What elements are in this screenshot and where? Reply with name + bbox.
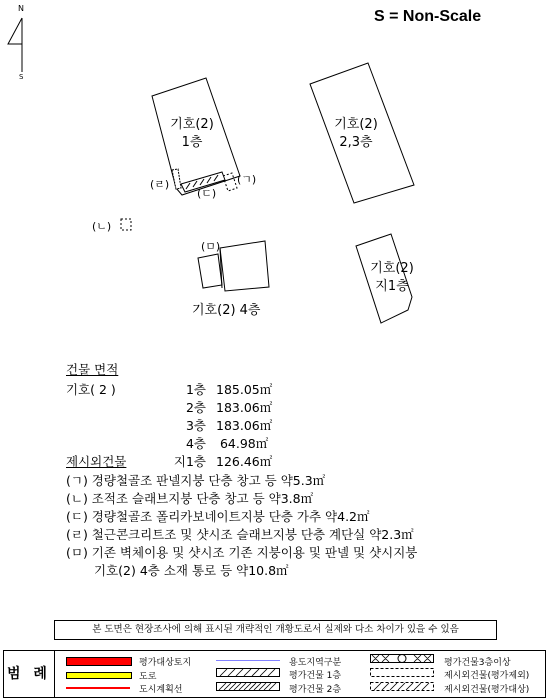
- area-floor: 3층: [185, 418, 206, 433]
- building-2-3f-name: 기호(2): [334, 117, 378, 132]
- building-2-3f-label: [328, 116, 384, 152]
- area-value: 126.46㎡: [216, 454, 273, 469]
- area-floor: 지1층: [173, 454, 206, 469]
- legend-city-plan-line: 도시계획선: [139, 685, 183, 695]
- mark-ga: (ㄱ): [237, 173, 257, 186]
- area-value: 183.06㎡: [216, 400, 273, 415]
- building-b1-label: [366, 260, 418, 296]
- legend-excl-not-eval: 제시외건물(평가제외): [444, 671, 530, 681]
- area-heading: 건물 면적: [66, 362, 119, 377]
- excluded-item: (ㄱ) 경량철골조 판넬지붕 단층 창고 등 약5.3㎡: [66, 473, 326, 488]
- area-floor: 4층: [185, 436, 206, 451]
- site-plan-drawing: [0, 0, 548, 340]
- notice-box: 본 도면은 현장조사에 의해 표시된 개략적인 개황도로서 실제와 다소 차이가 있을 수 있음: [54, 620, 497, 640]
- excluded-heading: 제시외건물: [66, 454, 127, 469]
- road-swatch: [66, 672, 132, 679]
- annex-na: [121, 219, 131, 230]
- area-value: 185.05㎡: [216, 382, 273, 397]
- building-4f-label: 기호(2) 4층: [192, 303, 261, 318]
- area-floor: 1층: [185, 382, 206, 397]
- scale-title: S = Non-Scale: [374, 8, 482, 25]
- legend-box: [3, 650, 546, 698]
- excluded-item: (ㄷ) 경량철골조 폴리카보네이트지붕 단층 가추 약4.2㎡: [66, 509, 370, 524]
- legend-floor2: 평가건물 2층: [289, 685, 342, 695]
- legend-road: 도로: [139, 672, 157, 682]
- area-row: [66, 416, 273, 434]
- floor1-swatch: [216, 668, 280, 677]
- mark-da: (ㄷ): [197, 187, 217, 200]
- excluded-item: (ㄹ) 철근콘크리트조 및 샷시조 슬래브지붕 단층 계단실 약2.3㎡: [66, 527, 414, 542]
- building-1f-label: [168, 116, 216, 152]
- building-4f: [220, 241, 269, 291]
- city-plan-line-swatch: [66, 687, 130, 689]
- compass-north-label: N: [18, 4, 24, 13]
- building-b1-floor: 지1층: [375, 279, 409, 294]
- excluded-item: (ㅁ) 기존 벽체이용 및 샷시조 기존 지붕이용 및 판넬 및 샷시지붕: [66, 545, 418, 560]
- excluded-item: (ㄴ) 조적조 슬래브지붕 단층 창고 등 약3.8㎡: [66, 491, 314, 506]
- area-lead: 기호( 2 ): [66, 382, 116, 397]
- legend-title: 범 례: [4, 651, 55, 697]
- area-floor: 2층: [185, 400, 206, 415]
- mark-na: (ㄴ): [92, 220, 112, 233]
- area-value: 183.06㎡: [216, 418, 273, 433]
- zoning-swatch: [216, 660, 280, 661]
- area-value: 64.98㎡: [216, 436, 269, 451]
- building-1f-floor: 1층: [181, 135, 203, 150]
- target-land-swatch: [66, 657, 132, 666]
- north-arrow-icon: [8, 18, 22, 72]
- floor2-swatch: [216, 682, 280, 691]
- area-row: [66, 434, 269, 452]
- legend-floor1: 평가건물 1층: [289, 671, 342, 681]
- legend-target-land: 평가대상토지: [139, 658, 192, 668]
- building-1f-name: 기호(2): [170, 117, 214, 132]
- area-row: [66, 380, 273, 398]
- building-b1-name: 기호(2): [370, 261, 414, 276]
- compass-south-label: S: [19, 73, 24, 81]
- floor3plus-swatch: [370, 654, 434, 663]
- mark-ma: (ㅁ): [201, 240, 221, 253]
- annex-ma: [198, 254, 222, 288]
- excl-not-eval-swatch: [370, 668, 434, 677]
- area-row: [66, 398, 273, 416]
- legend-excl-eval: 제시외건물(평가대상): [444, 685, 530, 695]
- excluded-item-continued: 기호(2) 4층 소재 통로 등 약10.8㎡: [94, 563, 289, 578]
- mark-ra: (ㄹ): [150, 178, 170, 191]
- legend-zoning: 용도지역구분: [289, 658, 342, 668]
- building-2-3f-floor: 2,3층: [339, 135, 373, 150]
- legend-floor3plus: 평가건물3층이상: [444, 658, 511, 668]
- excl-eval-swatch: [370, 682, 434, 691]
- excluded-buildings-section: [66, 452, 417, 580]
